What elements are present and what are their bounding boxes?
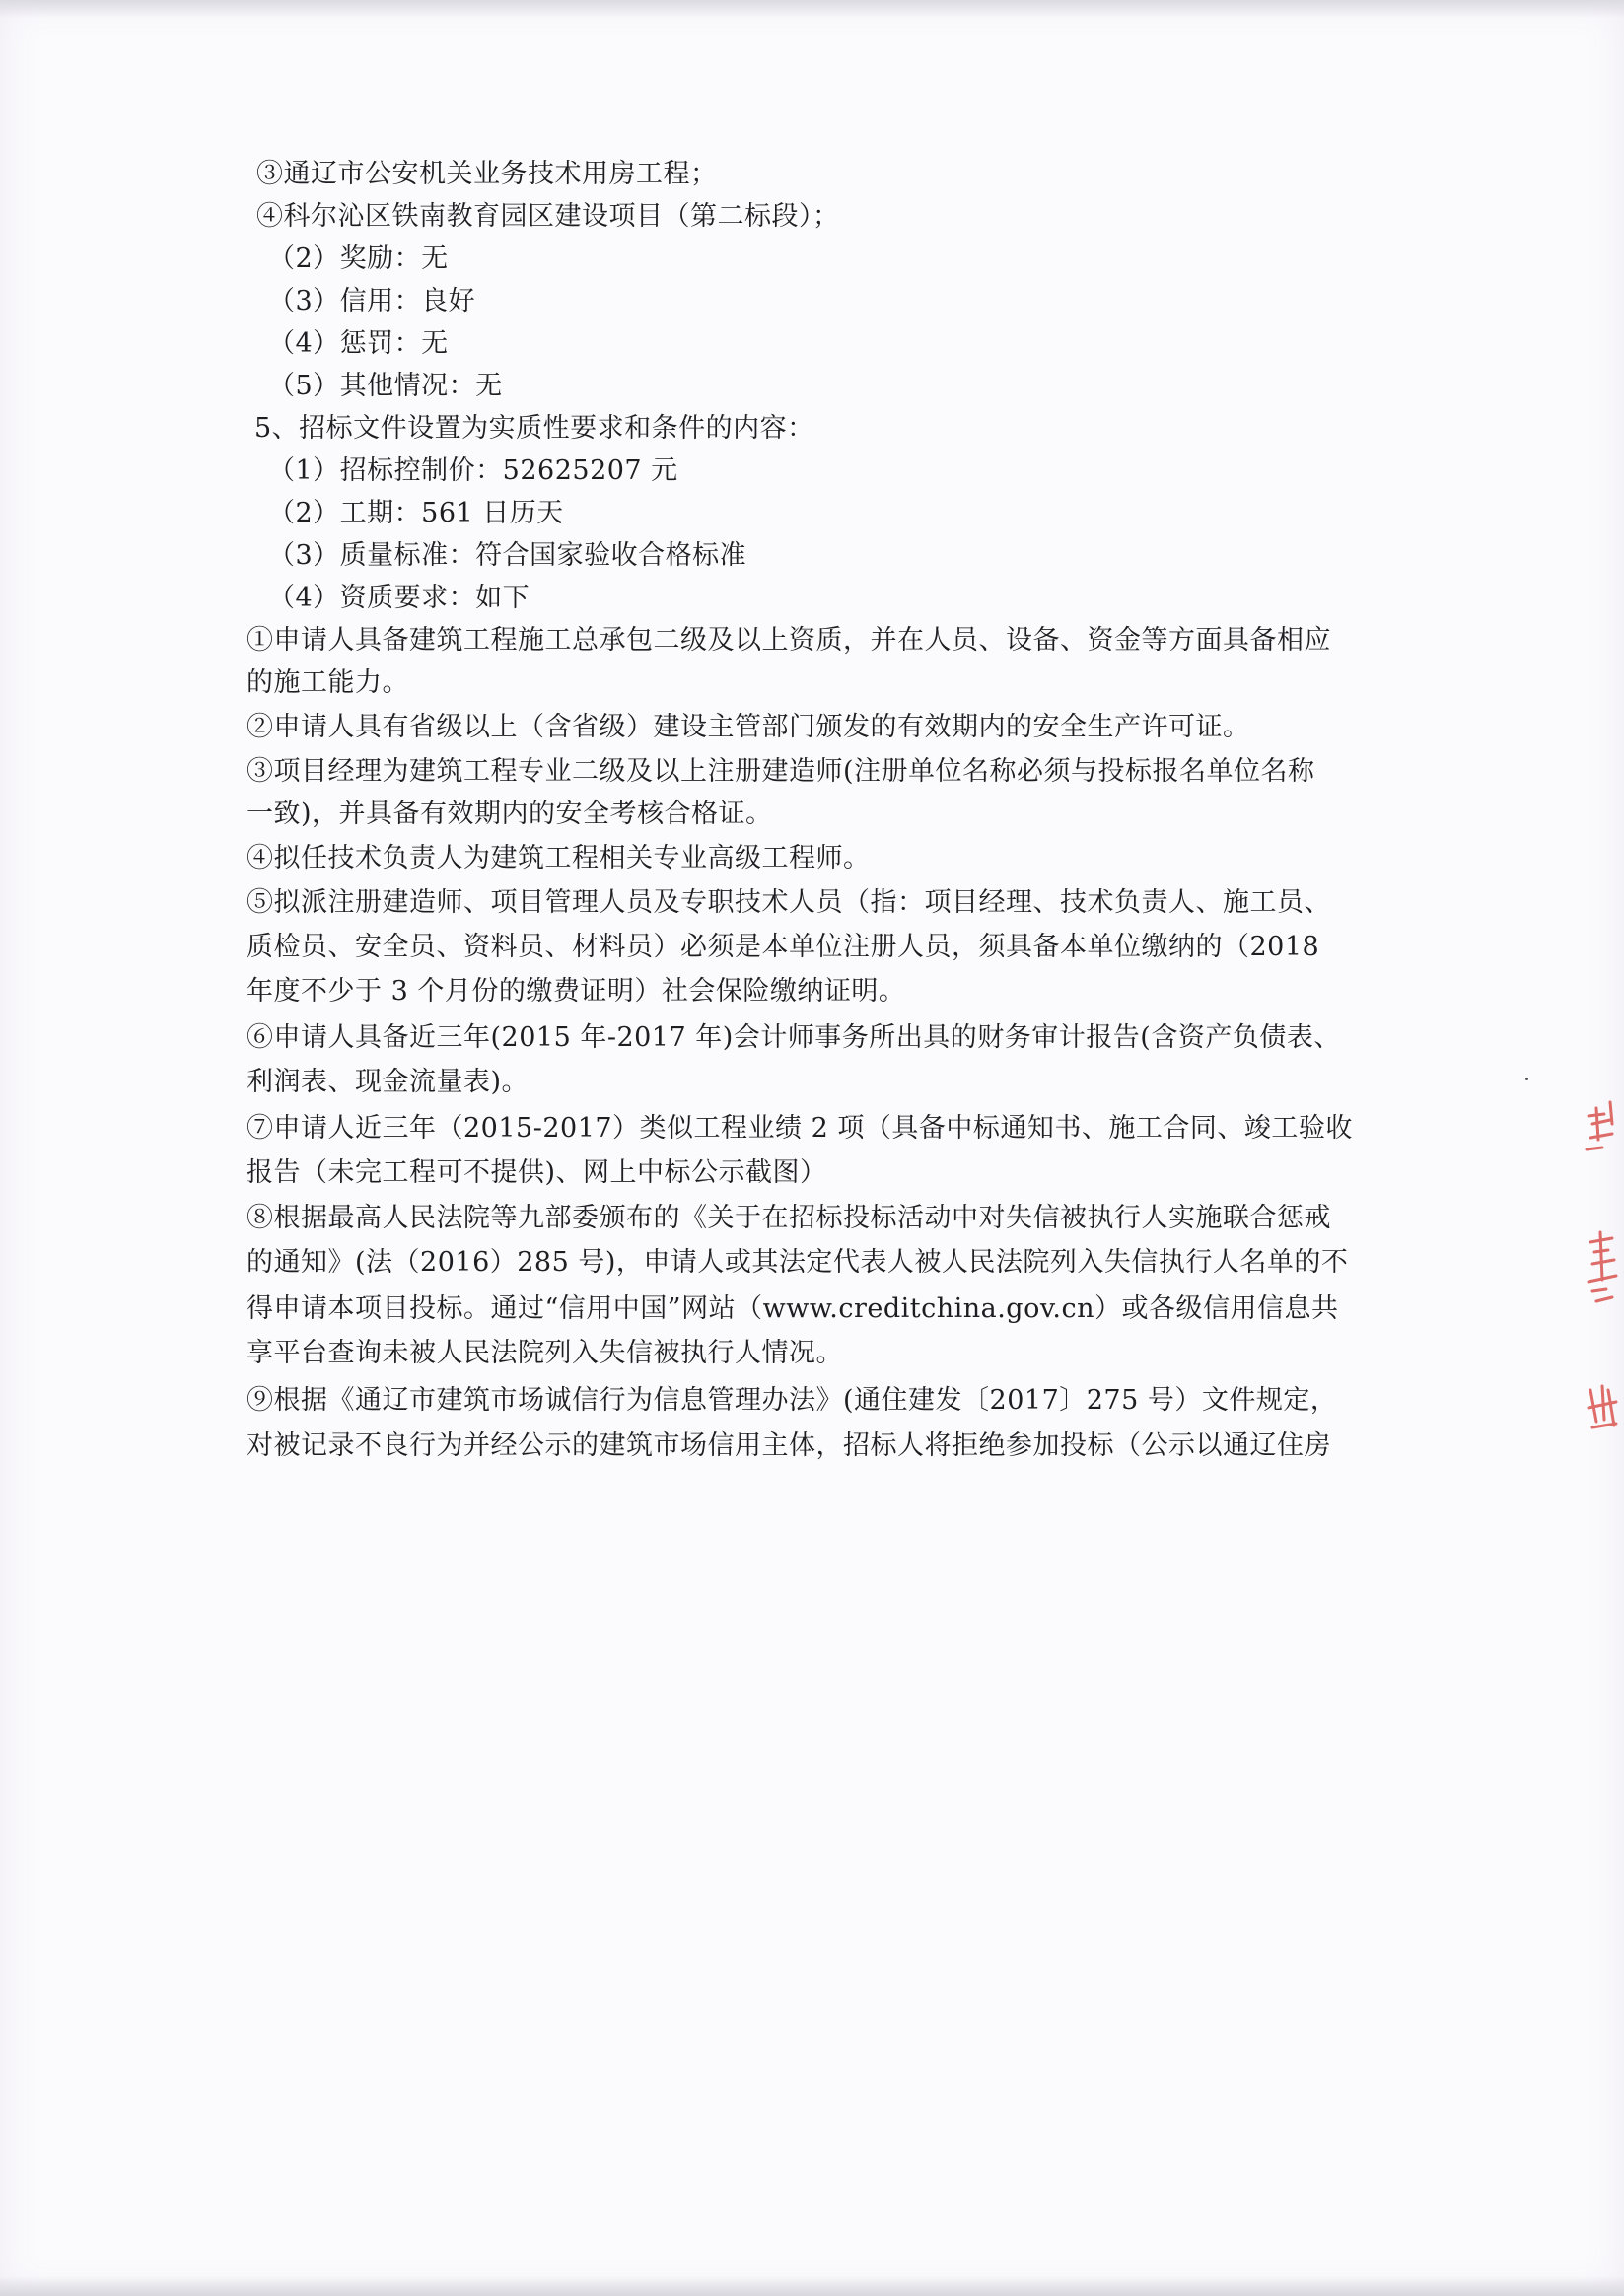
text-line-15: ③项目经理为建筑工程专业二级及以上注册建造师(注册单位名称必须与投标报名单位名称 bbox=[247, 756, 1315, 787]
text-line-9: （2）工期：561 日历天 bbox=[268, 498, 564, 528]
text-line-27: 得申请本项目投标。通过“信用中国”网站（www.creditchina.gov.cn）或各级信用信息共 bbox=[247, 1293, 1339, 1324]
text-line-25: ⑧根据最高人民法院等九部委颁布的《关于在招标投标活动中对失信被执行人实施联合惩戒 bbox=[247, 1203, 1331, 1233]
scan-edge-top bbox=[0, 0, 1624, 18]
scan-speck bbox=[1525, 1078, 1528, 1080]
text-line-23: ⑦申请人近三年（2015-2017）类似工程业绩 2 项（具备中标通知书、施工合同、竣工验收 bbox=[247, 1113, 1353, 1144]
text-line-10: （3）质量标准：符合国家验收合格标准 bbox=[268, 540, 747, 571]
text-line-24: 报告（未完工程可不提供)、网上中标公示截图） bbox=[247, 1157, 827, 1188]
text-line-17: ④拟任技术负责人为建筑工程相关专业高级工程师。 bbox=[247, 843, 871, 873]
seal-stamp-fragment bbox=[1583, 1094, 1622, 1449]
text-line-5: （4）惩罚：无 bbox=[268, 328, 449, 359]
text-line-1: ③通辽市公安机关业务技术用房工程； bbox=[256, 159, 718, 189]
text-line-30: 对被记录不良行为并经公示的建筑市场信用主体，招标人将拒绝参加投标（公示以通辽住房 bbox=[247, 1430, 1331, 1461]
text-line-28: 享平台查询未被人民法院列入失信被执行人情况。 bbox=[247, 1338, 843, 1368]
text-line-3: （2）奖励：无 bbox=[268, 244, 449, 274]
text-line-2: ④科尔沁区铁南教育园区建设项目（第二标段）； bbox=[256, 201, 840, 232]
text-line-16: 一致)，并具备有效期内的安全考核合格证。 bbox=[247, 799, 773, 829]
scan-edge-bottom bbox=[0, 2276, 1624, 2296]
text-line-12: ①申请人具备建筑工程施工总承包二级及以上资质，并在人员、设备、资金等方面具备相应 bbox=[247, 625, 1331, 656]
text-line-7: 5、招标文件设置为实质性要求和条件的内容： bbox=[254, 413, 814, 444]
text-line-26: 的通知》(法（2016）285 号)，申请人或其法定代表人被人民法院列入失信执行人名单的不 bbox=[247, 1247, 1349, 1278]
text-line-4: （3）信用：良好 bbox=[268, 286, 476, 316]
text-line-11: （4）资质要求：如下 bbox=[268, 583, 530, 613]
text-line-29: ⑨根据《通辽市建筑市场诚信行为信息管理办法》(通住建发〔2017〕275 号）文件规定， bbox=[247, 1385, 1338, 1416]
text-line-21: ⑥申请人具备近三年(2015 年-2017 年)会计师事务所出具的财务审计报告(含资产负债表、 bbox=[247, 1022, 1341, 1053]
text-line-22: 利润表、现金流量表)。 bbox=[247, 1067, 530, 1097]
text-line-13: 的施工能力。 bbox=[247, 667, 409, 698]
text-line-18: ⑤拟派注册建造师、项目管理人员及专职技术人员（指：项目经理、技术负责人、施工员、 bbox=[247, 887, 1331, 918]
text-line-6: （5）其他情况：无 bbox=[268, 371, 503, 401]
text-line-19: 质检员、安全员、资料员、材料员）必须是本单位注册人员，须具备本单位缴纳的（2018 bbox=[247, 932, 1320, 962]
text-line-8: （1）招标控制价：52625207 元 bbox=[268, 455, 678, 486]
text-line-14: ②申请人具有省级以上（含省级）建设主管部门颁发的有效期内的安全生产许可证。 bbox=[247, 712, 1250, 742]
text-line-20: 年度不少于 3 个月份的缴费证明）社会保险缴纳证明。 bbox=[247, 976, 906, 1007]
